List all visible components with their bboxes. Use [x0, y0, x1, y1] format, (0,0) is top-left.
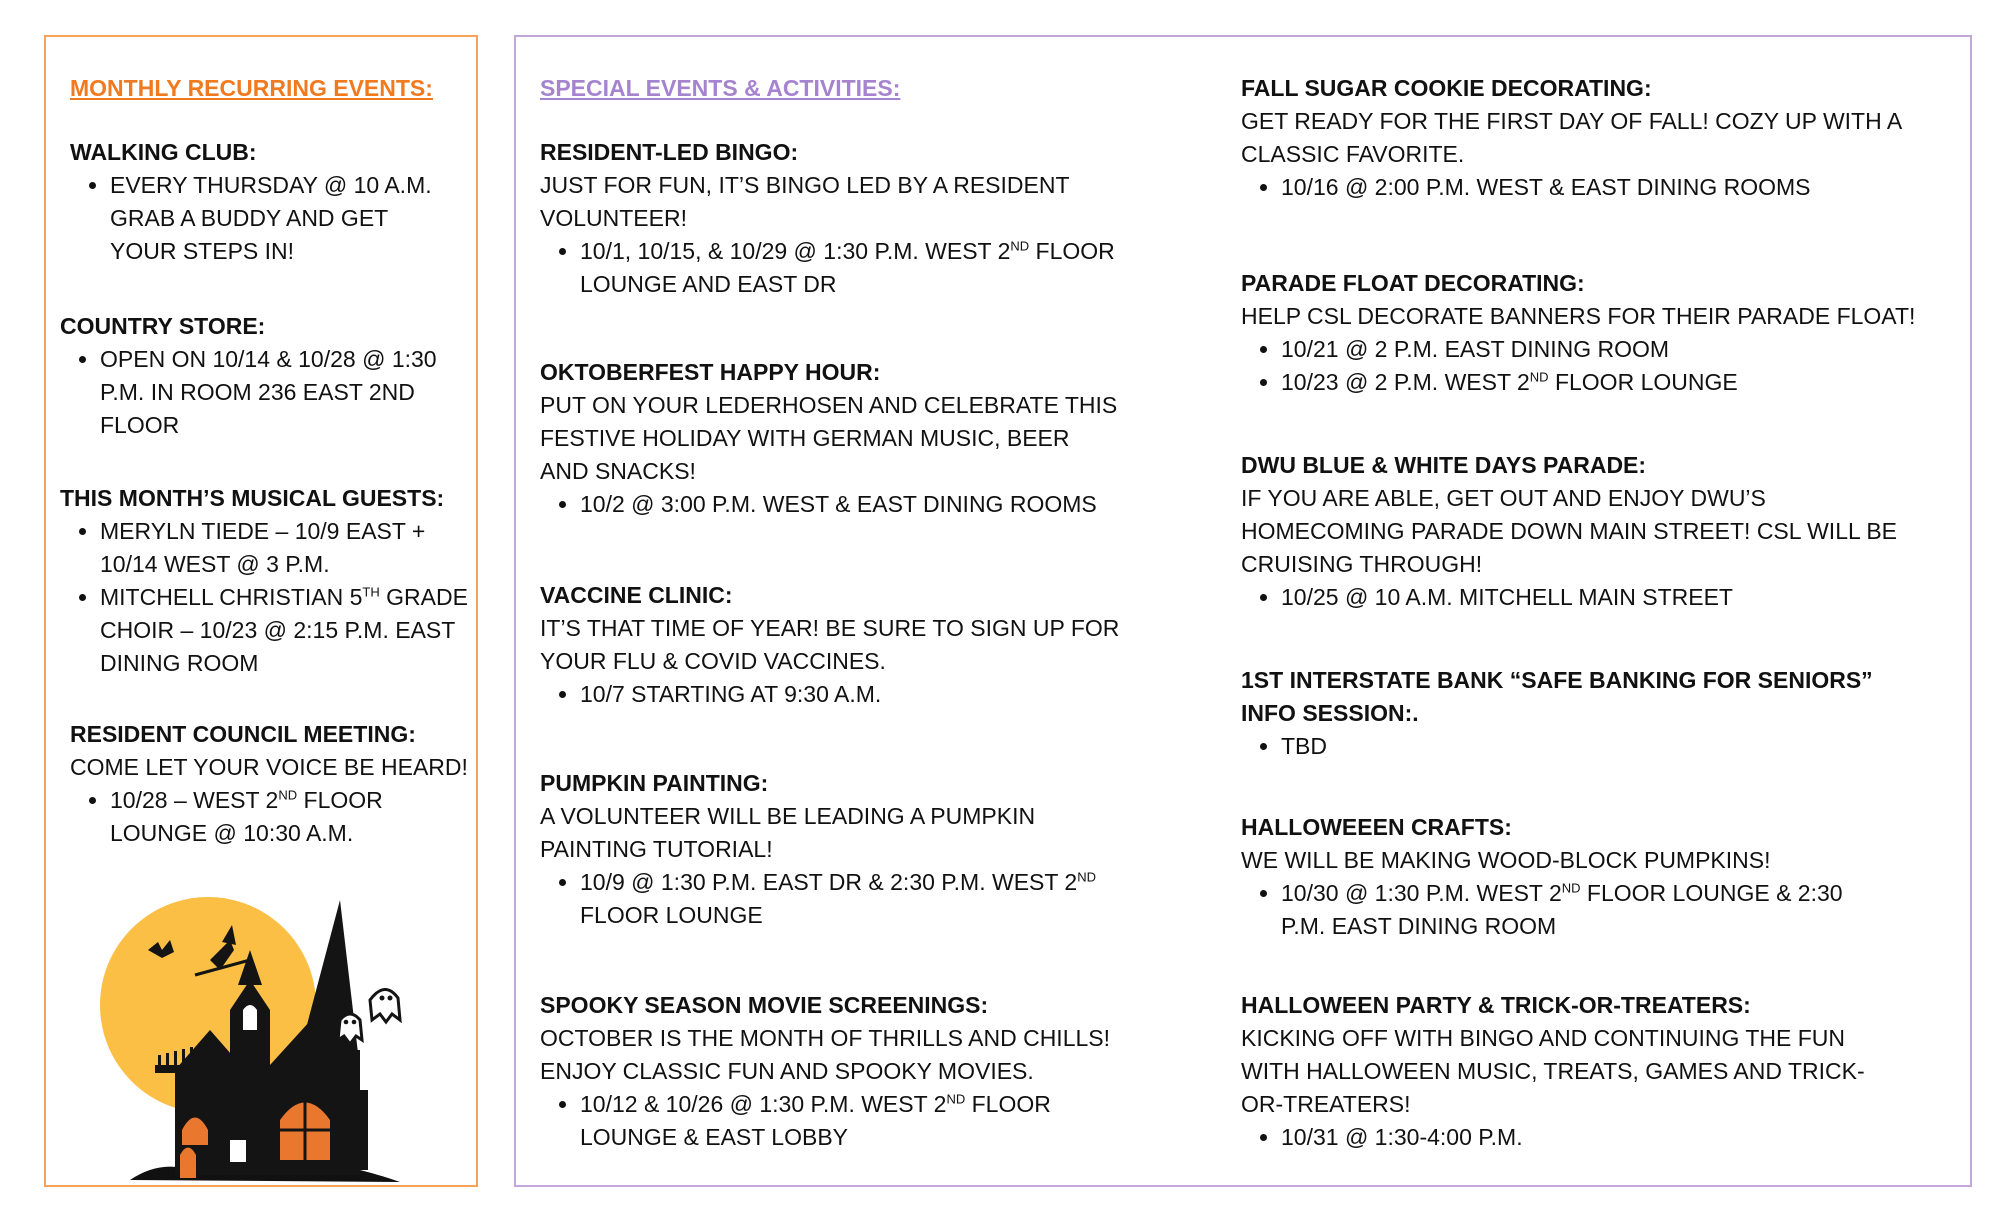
parade-description: IF YOU ARE ABLE, GET OUT AND ENJOY DWU’S HOMECOMING PARADE DOWN MAIN STREET! CSL WILL BE CRUISING THROUGH! [1241, 485, 1897, 577]
float-title: PARADE FLOAT DECORATING: [1241, 270, 1585, 296]
cookie-list [1241, 171, 1941, 204]
party-description: KICKING OFF WITH BINGO AND CONTINUING THE FUN WITH HALLOWEEN MUSIC, TREATS, GAMES AND TRICK-OR-TREATERS! [1241, 1025, 1865, 1117]
movies-description: OCTOBER IS THE MONTH OF THRILLS AND CHILLS! ENJOY CLASSIC FUN AND SPOOKY MOVIES. [540, 1025, 1111, 1084]
list-item: • 10/23 @ 2 P.M. WEST 2ND FLOOR LOUNGE [1281, 366, 1951, 399]
pumpkin-description: A VOLUNTEER WILL BE LEADING A PUMPKIN PAINTING TUTORIAL! [540, 803, 1036, 862]
list-item: • 10/9 @ 1:30 P.M. EAST DR & 2:30 P.M. WEST 2ND FLOOR LOUNGE [580, 866, 1140, 932]
oktoberfest-section [540, 356, 1120, 521]
list-item: • TBD [1281, 730, 1951, 763]
list-item: • 10/7 STARTING AT 9:30 A.M. [580, 678, 1120, 711]
list-item: • OPEN ON 10/14 & 10/28 @ 1:30 P.M. IN ROOM 236 EAST 2ND FLOOR [100, 343, 440, 442]
list-item: • MERYLN TIEDE – 10/9 EAST + 10/14 WEST @ 3 P.M. [100, 515, 470, 581]
cookie-section [1241, 72, 1941, 204]
oktoberfest-title: OKTOBERFEST HAPPY HOUR: [540, 359, 881, 385]
special-events-heading: SPECIAL EVENTS & ACTIVITIES: [540, 75, 901, 101]
crafts-title: HALLOWEEEN CRAFTS: [1241, 814, 1512, 840]
bingo-section [540, 136, 1120, 301]
bingo-list [540, 235, 1140, 301]
council-list [70, 784, 440, 850]
walking-club-section [70, 136, 460, 268]
cookie-description: GET READY FOR THE FIRST DAY OF FALL! COZY UP WITH A CLASSIC FAVORITE. [1241, 108, 1901, 167]
list-item: • 10/31 @ 1:30-4:00 P.M. [1281, 1121, 1951, 1154]
country-store-section [60, 310, 470, 442]
council-title: RESIDENT COUNCIL MEETING: [70, 721, 416, 747]
list-item: • 10/30 @ 1:30 P.M. WEST 2ND FLOOR LOUNGE & 2:30 P.M. EAST DINING ROOM [1281, 877, 1881, 943]
bank-section [1241, 664, 1951, 763]
vaccine-section [540, 579, 1120, 711]
list-item: • 10/2 @ 3:00 P.M. WEST & EAST DINING ROOMS [580, 488, 1120, 521]
oktoberfest-description: PUT ON YOUR LEDERHOSEN AND CELEBRATE THIS FESTIVE HOLIDAY WITH GERMAN MUSIC, BEER AND SNACKS! [540, 392, 1118, 484]
oktoberfest-list [540, 488, 1120, 521]
bingo-title: RESIDENT-LED BINGO: [540, 139, 799, 165]
party-title: HALLOWEEN PARTY & TRICK-OR-TREATERS: [1241, 992, 1751, 1018]
walking-club-title: WALKING CLUB: [70, 139, 257, 165]
party-section [1241, 989, 1951, 1154]
movies-section [540, 989, 1120, 1154]
vaccine-title: VACCINE CLINIC: [540, 582, 733, 608]
parade-section [1241, 449, 1951, 614]
haunted-house-icon [100, 890, 420, 1190]
party-list [1241, 1121, 1951, 1154]
country-store-title: COUNTRY STORE: [60, 313, 266, 339]
float-section [1241, 267, 1951, 399]
council-section [70, 718, 470, 850]
parade-list [1241, 581, 1951, 614]
council-description: COME LET YOUR VOICE BE HEARD! [70, 754, 468, 780]
movies-list [540, 1088, 1140, 1154]
bingo-description: JUST FOR FUN, IT’S BINGO LED BY A RESIDENT VOLUNTEER! [540, 172, 1070, 231]
float-list [1241, 333, 1951, 399]
list-item: • 10/21 @ 2 P.M. EAST DINING ROOM [1281, 333, 1951, 366]
list-item: • 10/1, 10/15, & 10/29 @ 1:30 P.M. WEST 2ND FLOOR LOUNGE AND EAST DR [580, 235, 1140, 301]
pumpkin-section [540, 767, 1120, 932]
pumpkin-title: PUMPKIN PAINTING: [540, 770, 769, 796]
list-item: • 10/12 & 10/26 @ 1:30 P.M. WEST 2ND FLOOR LOUNGE & EAST LOBBY [580, 1088, 1140, 1154]
float-description: HELP CSL DECORATE BANNERS FOR THEIR PARADE FLOAT! [1241, 303, 1916, 329]
crafts-description: WE WILL BE MAKING WOOD-BLOCK PUMPKINS! [1241, 847, 1771, 873]
walking-club-list [70, 169, 440, 268]
movies-title: SPOOKY SEASON MOVIE SCREENINGS: [540, 992, 989, 1018]
list-item: • 10/16 @ 2:00 P.M. WEST & EAST DINING ROOMS [1281, 171, 1941, 204]
list-item: • MITCHELL CHRISTIAN 5TH GRADE CHOIR – 10/23 @ 2:15 P.M. EAST DINING ROOM [100, 581, 470, 680]
recurring-events-heading: MONTHLY RECURRING EVENTS: [70, 75, 433, 101]
musical-guests-title: THIS MONTH’S MUSICAL GUESTS: [60, 485, 445, 511]
pumpkin-list [540, 866, 1140, 932]
vaccine-list [540, 678, 1120, 711]
list-item: • EVERY THURSDAY @ 10 A.M. GRAB A BUDDY AND GET YOUR STEPS IN! [110, 169, 440, 268]
crafts-list [1241, 877, 1881, 943]
bank-title: 1ST INTERSTATE BANK “SAFE BANKING FOR SENIORS” INFO SESSION:. [1241, 667, 1873, 726]
musical-guests-list [60, 515, 470, 680]
list-item: • 10/28 – WEST 2ND FLOOR LOUNGE @ 10:30 A.M. [110, 784, 440, 850]
crafts-section [1241, 811, 1951, 943]
cookie-title: FALL SUGAR COOKIE DECORATING: [1241, 75, 1652, 101]
country-store-list [60, 343, 440, 442]
bank-list [1241, 730, 1951, 763]
list-item: • 10/25 @ 10 A.M. MITCHELL MAIN STREET [1281, 581, 1951, 614]
parade-title: DWU BLUE & WHITE DAYS PARADE: [1241, 452, 1647, 478]
vaccine-description: IT’S THAT TIME OF YEAR! BE SURE TO SIGN UP FOR YOUR FLU & COVID VACCINES. [540, 615, 1120, 674]
musical-guests-section [60, 482, 470, 680]
